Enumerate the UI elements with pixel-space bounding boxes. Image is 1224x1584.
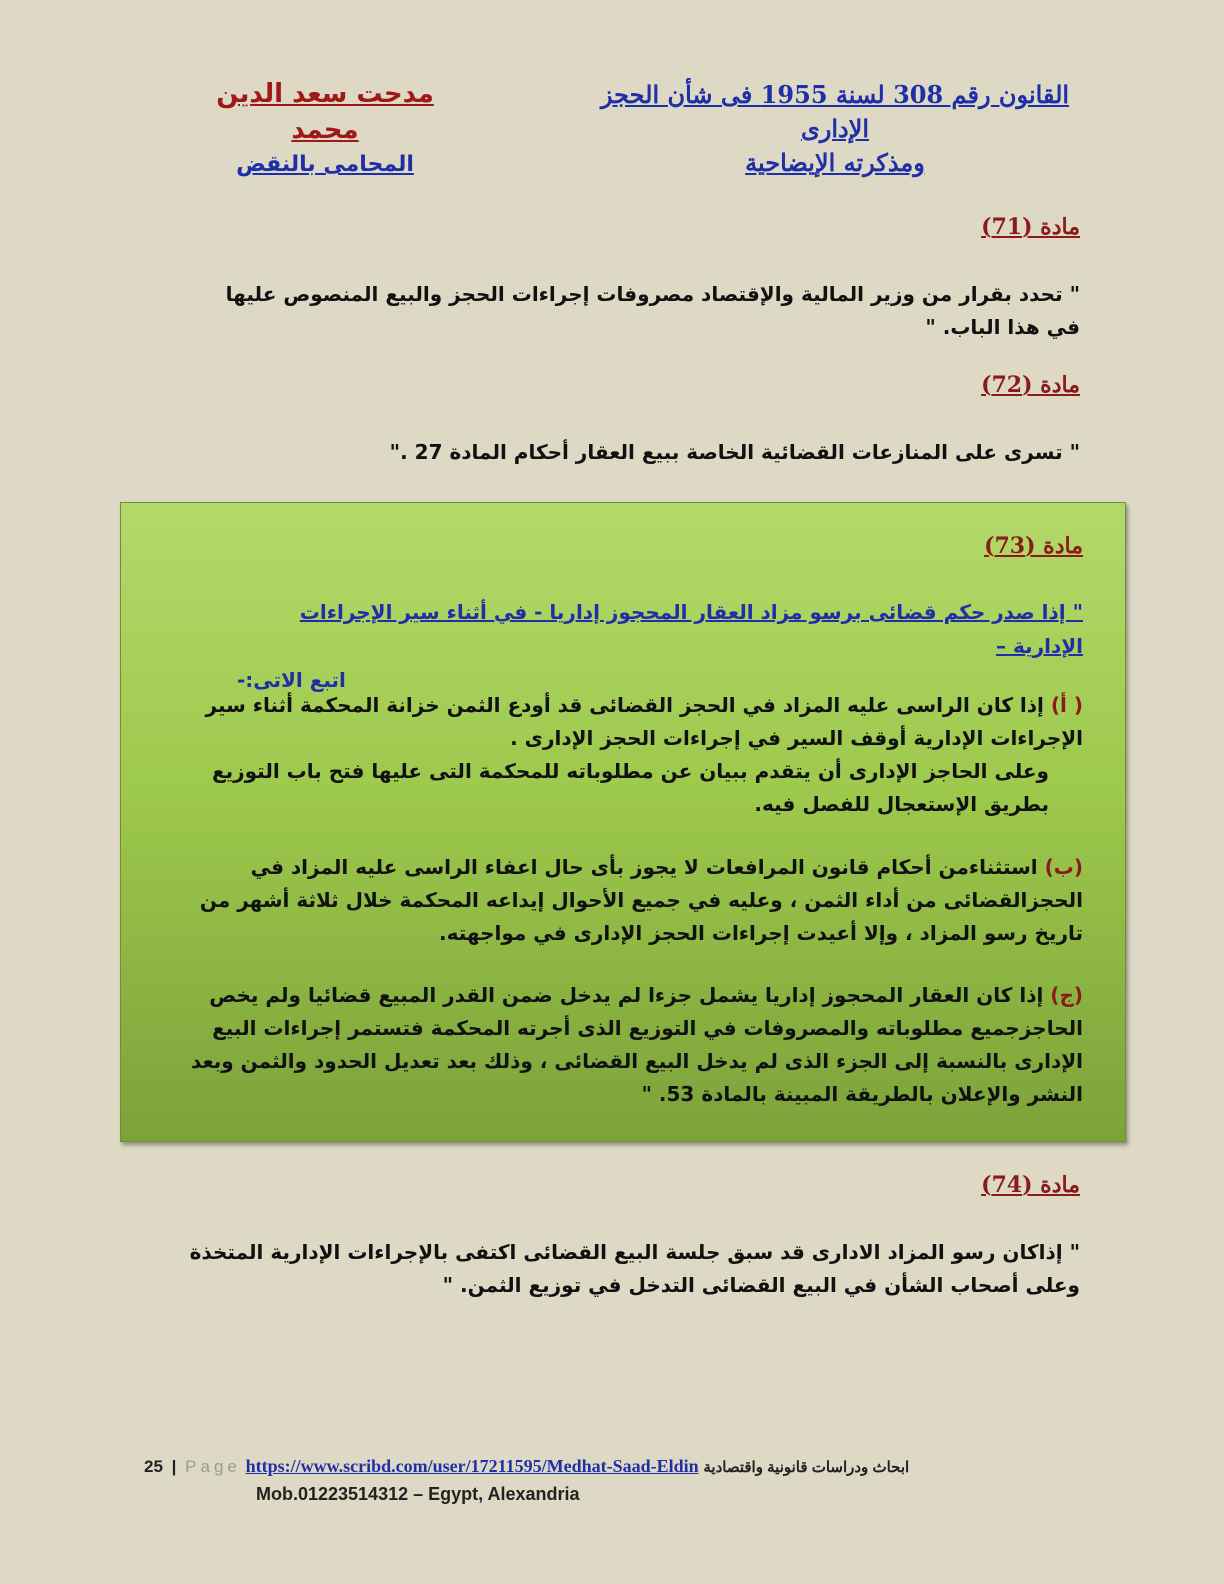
page-footer xyxy=(144,1456,909,1477)
author-title: المحامى بالنقض xyxy=(236,152,414,177)
item-b-mark: (ب) xyxy=(1044,855,1083,879)
item-a-text: إذا كان الراسى عليه المزاد في الحجز القضائى قد أودع الثمن خزانة المحكمة أثناء سير الإجراءات الإدارية أوقف السير في إجراءات الحجز الإدارى . xyxy=(205,693,1083,750)
article-73-intro xyxy=(223,595,1083,697)
footer-arabic-label: ابحاث ودراسات قانونية واقتصادية xyxy=(703,1459,910,1476)
article-74-text: " إذاكان رسو المزاد الادارى قد سبق جلسة البيع القضائى اكتفى بالإجراءات الإدارية المتخذة وعلى أصحاب الشأن في البيع القضائى التدخل في توزيع الثمن. " xyxy=(189,1240,1080,1297)
item-c-text: إذا كان العقار المحجوز إداريا يشمل جزءا لم يدخل ضمن القدر المبيع قضائيا ولم يخص الحاجزجميع مطلوباته والمصروفات في التوزيع الذى أجرته المحكمة فتستمر إجراءات البيع الإدارى بالنسبة إلى الجزء الذى لم يدخل البيع القضائى ، وذلك بعد تعديل الحدود والثمن وبعد النشر والإعلان بالطريقة المبينة بالمادة 53. " xyxy=(190,983,1083,1106)
article-73-intro-line1: " إذا صدر حكم قضائى برسو مزاد العقار المحجوز إداريا - في أثناء سير الإجراءات الإدارية – xyxy=(299,600,1083,658)
item-b-text: استثناءمن أحكام قانون المرافعات لا يجوز بأى حال اعفاء الراسى عليه المزاد في الحجزالقضائى من أداء الثمن ، وعليه في جميع الأحوال إيداعه المحكمة خلال ثلاثة أشهر من تاريخ رسو المزاد ، وإلا أعيدت إجراءات الحجز الإدارى في مواجهته. xyxy=(199,855,1083,945)
item-a-mark: ( أ) xyxy=(1050,693,1083,717)
article-73-intro-line2-text: اتبع الاتى:- xyxy=(236,668,346,692)
footer-separator: | xyxy=(171,1457,177,1476)
article-72-label: مادة (72) xyxy=(981,372,1080,398)
law-title xyxy=(590,78,1080,180)
article-74-label: مادة (74) xyxy=(981,1172,1080,1198)
author-name: مدحت سعد الدين محمد xyxy=(216,79,434,145)
footer-mobile: Mob.01223514312 – Egypt, Alexandria xyxy=(256,1484,580,1504)
article-73-label: مادة (73) xyxy=(984,533,1083,559)
scribd-link[interactable]: https://www.scribd.com/user/17211595/Medhat-Saad-Eldin xyxy=(245,1456,699,1476)
law-title-line1: القانون رقم 308 لسنة 1955 فى شأن الحجز الإدارى xyxy=(600,80,1070,143)
page-word: Page xyxy=(185,1457,241,1476)
item-c-mark: (ج) xyxy=(1050,983,1083,1007)
article-72-text: " تسرى على المنازعات القضائية الخاصة ببيع العقار أحكام المادة 27 ." xyxy=(389,440,1080,464)
item-a-text2: وعلى الحاجز الإدارى أن يتقدم ببيان عن مطلوباته للمحكمة التى عليها فتح باب التوزيع بطريق الإستعجال للفصل فيه. xyxy=(211,759,1049,816)
article-73-item-a xyxy=(153,689,1083,821)
page-number: 25 xyxy=(144,1457,163,1476)
article-73-box xyxy=(120,502,1126,1142)
article-73-item-c xyxy=(153,979,1083,1111)
law-title-line2: ومذكرته الإيضاحية xyxy=(745,148,925,177)
article-71-text: " تحدد بقرار من وزير المالية والإقتصاد مصروفات إجراءات الحجز والبيع المنصوص عليها في هذا الباب. " xyxy=(225,282,1080,339)
article-73-item-b xyxy=(153,851,1083,950)
article-71-label: مادة (71) xyxy=(981,214,1080,240)
author-block xyxy=(180,76,470,182)
